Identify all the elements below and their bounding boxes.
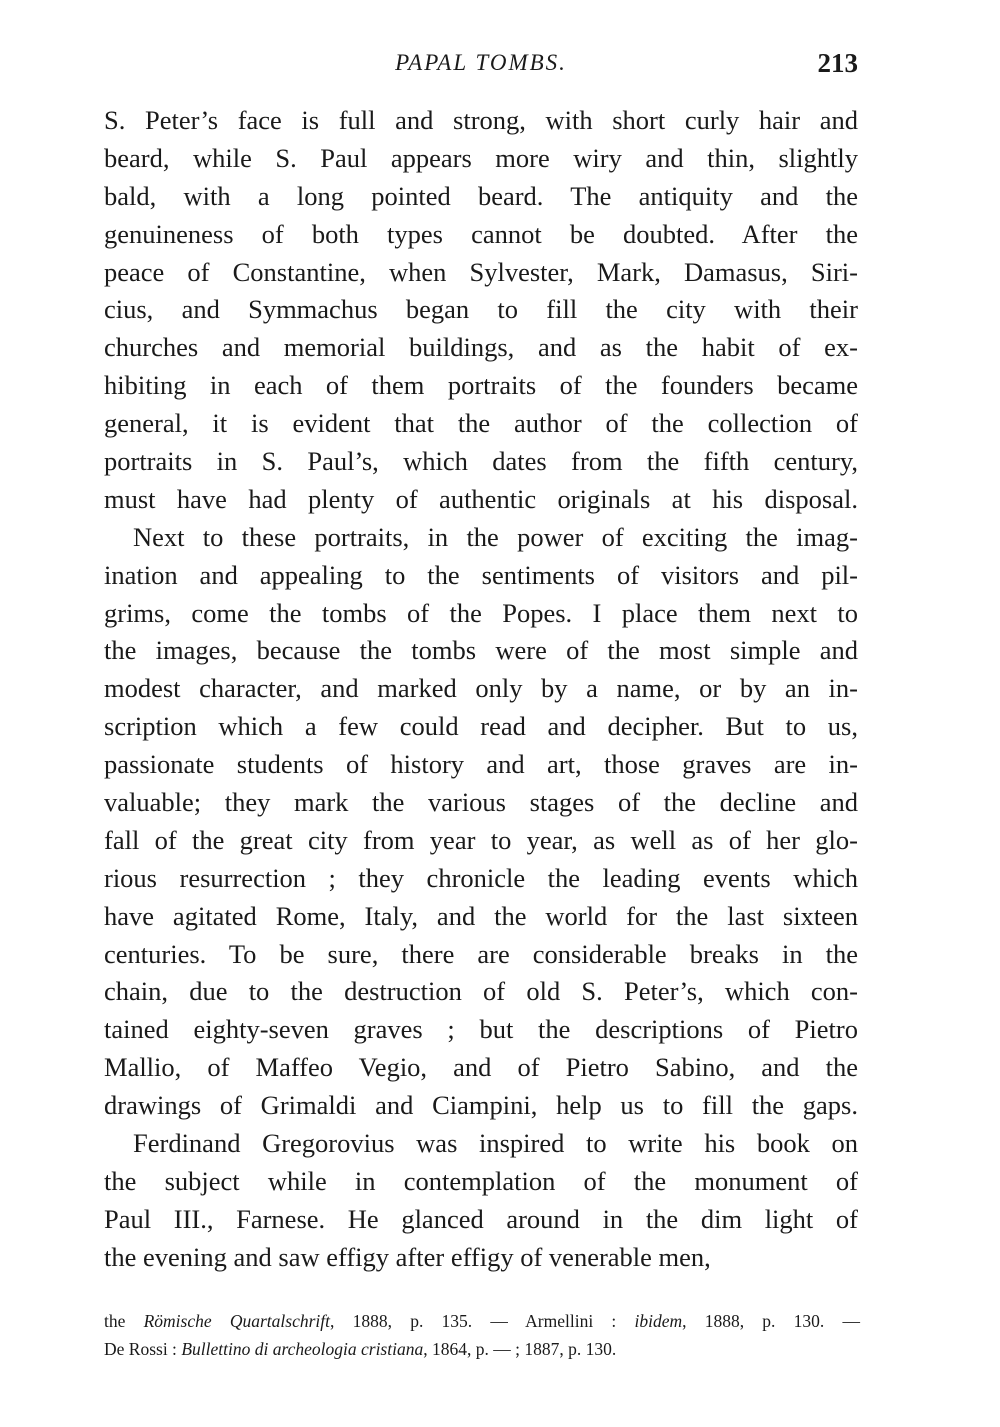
text-line: peace of Constantine, when Sylvester, Mark, Damasus, Siri- xyxy=(104,256,858,287)
text-line: the images, because the tombs were of the most simple and xyxy=(104,635,858,666)
footnote-journal-title: Bullettino di archeologia cristiana xyxy=(181,1339,424,1359)
text-line: hibiting in each of them portraits of the founders became xyxy=(104,370,858,401)
text-line: centuries. To be sure, there are considerable breaks in the xyxy=(104,938,858,969)
page-number: 213 xyxy=(817,48,858,78)
footnote-text: the xyxy=(104,1311,144,1331)
text-line: must have had plenty of authentic originals at his disposal. xyxy=(104,483,858,514)
text-line: ination and appealing to the sentiments of visitors and pil- xyxy=(104,559,858,590)
footnote-line xyxy=(104,1307,860,1335)
footnote-ibidem: ibidem xyxy=(634,1311,683,1331)
footnote-line xyxy=(104,1335,860,1363)
text-line: rious resurrection ; they chronicle the leading events which xyxy=(104,862,858,893)
text-line: the evening and saw effigy after effigy of venerable men, xyxy=(104,1241,711,1272)
running-head xyxy=(104,48,858,88)
text-line: valuable; they mark the various stages of the decline and xyxy=(104,787,858,818)
text-line: the subject while in contemplation of the monument of xyxy=(104,1165,858,1196)
footnote xyxy=(104,1307,860,1363)
text-line: grims, come the tombs of the Popes. I place them next to xyxy=(104,597,858,628)
text-line: scription which a few could read and decipher. But to us, xyxy=(104,711,858,742)
text-line: cius, and Symmachus began to fill the city with their xyxy=(104,294,858,325)
text-line: general, it is evident that the author of the collection of xyxy=(104,408,858,439)
footnote-text: , 1888, p. 135. — Armellini : xyxy=(330,1311,635,1331)
footnote-author: De Rossi : xyxy=(104,1339,182,1359)
text-line: genuineness of both types cannot be doubted. After the xyxy=(104,218,858,249)
running-title: PAPAL TOMBS. xyxy=(395,50,567,75)
text-line: S. Peter’s face is full and strong, with short curly hair and xyxy=(104,105,858,135)
text-line: Paul III., Farnese. He glanced around in the dim light of xyxy=(104,1203,858,1234)
text-line: Next to these portraits, in the power of exciting the imag- xyxy=(133,521,858,552)
footnote-text: , 1888, p. 130. — xyxy=(682,1311,860,1331)
text-line: bald, with a long pointed beard. The antiquity and the xyxy=(104,180,858,211)
text-line: Ferdinand Gregorovius was inspired to write his book on xyxy=(133,1128,858,1159)
footnote-journal-title: Römische Quartalschrift xyxy=(143,1311,331,1331)
body-text xyxy=(104,102,858,1277)
text-line: churches and memorial buildings, and as the habit of ex- xyxy=(104,332,858,363)
text-line: passionate students of history and art, those graves are in- xyxy=(104,749,858,780)
text-line: modest character, and marked only by a name, or by an in- xyxy=(104,673,858,704)
text-line: beard, while S. Paul appears more wiry and thin, slightly xyxy=(104,142,858,173)
text-line: chain, due to the destruction of old S. Peter’s, which con- xyxy=(104,976,858,1007)
text-line: tained eighty-seven graves ; but the descriptions of Pietro xyxy=(104,1014,858,1045)
footnote-text: , 1864, p. — ; 1887, p. 130. xyxy=(423,1339,617,1359)
text-line: drawings of Grimaldi and Ciampini, help us to fill the gaps. xyxy=(104,1090,858,1121)
text-line: fall of the great city from year to year, as well as of her glo- xyxy=(104,824,858,855)
text-line: have agitated Rome, Italy, and the world for the last sixteen xyxy=(104,900,858,931)
text-line: Mallio, of Maffeo Vegio, and of Pietro Sabino, and the xyxy=(104,1052,858,1083)
text-line: portraits in S. Paul’s, which dates from the fifth century, xyxy=(104,446,858,477)
